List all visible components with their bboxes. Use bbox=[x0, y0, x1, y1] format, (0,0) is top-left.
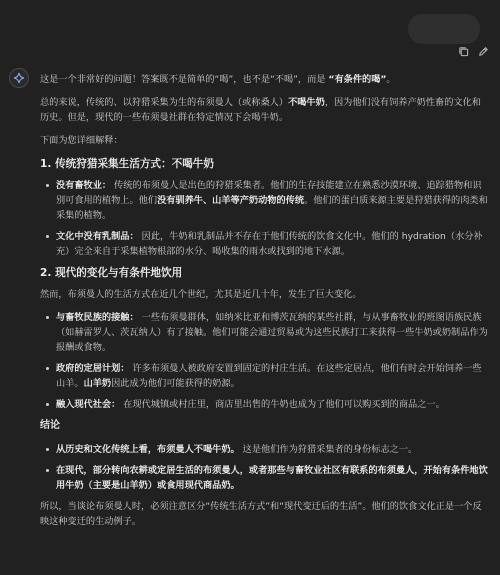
summary-emphasis: 不喝牛奶 bbox=[288, 97, 325, 108]
item-text-end: 。他们的蛋白质来源主要是狩猎获得的肉类和采集的植物。 bbox=[56, 195, 488, 221]
intro-text: 这是一个非常好的问题！答案既不是简单的“喝”，也不是“不喝”，而是 bbox=[40, 74, 329, 85]
item-text: 传统的布须曼人是出色的狩猎采集者。他们的生存技能建立在熟悉沙漠环境、追踪猎物和识别可食用的植物上。他们 bbox=[56, 180, 482, 206]
list-item bbox=[40, 442, 488, 457]
item-label: 政府的定居计划： bbox=[56, 363, 130, 374]
list-item bbox=[40, 463, 488, 493]
item-label: 从历史和文化传统上看，布须曼人不喝牛奶。 bbox=[56, 444, 240, 455]
item-label: 与畜牧民族的接触： bbox=[56, 312, 139, 323]
assistant-logo-icon bbox=[9, 68, 29, 88]
item-text: 这是他们作为狩猎采集者的身份标志之一。 bbox=[239, 444, 418, 455]
item-emphasis: 山羊奶 bbox=[83, 378, 112, 389]
section2-list bbox=[40, 310, 488, 412]
item-label: 文化中没有乳制品： bbox=[56, 231, 139, 242]
item-emphasis: 没有驯养牛、山羊等产奶动物的传统 bbox=[157, 195, 305, 206]
message-actions bbox=[456, 44, 490, 58]
summary-text: 总的来说，传统的、以狩猎采集为生的布须曼人（或称桑人） bbox=[40, 97, 289, 108]
item-label: 没有畜牧业： bbox=[56, 180, 112, 191]
list-item bbox=[40, 229, 488, 259]
conclusion-heading: 结论 bbox=[40, 420, 60, 431]
item-text-end: 因此成为他们可能获得的奶源。 bbox=[111, 378, 240, 389]
conclusion-list bbox=[40, 442, 488, 493]
item-text: 一些布须曼群体，如纳米比亚和博茨瓦纳的某些社群，与从事畜牧业的班图语族民族（如赫雷罗人、茨瓦纳人）有了接触。他们可能会通过贸易或为这些民族打工来获得一些牛奶或奶制品作为报酬或食物。 bbox=[56, 312, 488, 353]
list-item bbox=[40, 310, 488, 355]
item-label: 融入现代社会： bbox=[56, 399, 121, 410]
section2-heading: 2. 现代的变化与有条件地饮用 bbox=[40, 267, 183, 279]
edit-icon[interactable] bbox=[476, 44, 490, 58]
list-item bbox=[40, 178, 488, 223]
section2-intro: 然而，布须曼人的生活方式在近几个世纪，尤其是近几十年，发生了巨大变化。 bbox=[40, 289, 362, 300]
item-text: 因此，牛奶和乳制品并不存在于他们传统的饮食文化中。他们的 hydration（水分补充）完全来自于采集植物根部的水分、喝收集的雨水或找到的地下水源。 bbox=[56, 231, 483, 257]
section1-heading: 1. 传统狩猎采集生活方式：不喝牛奶 bbox=[40, 158, 214, 170]
assistant-message bbox=[40, 72, 488, 537]
list-item bbox=[40, 397, 488, 412]
intro-emphasis: “有条件的喝” bbox=[328, 74, 387, 85]
copy-icon[interactable] bbox=[456, 44, 470, 58]
item-label: 在现代，部分转向农耕或定居生活的布须曼人，或者那些与畜牧业社区有联系的布须曼人，开始有条件地饮用牛奶（主要是山羊奶）或食用现代商品奶。 bbox=[56, 465, 488, 491]
item-text: 在现代城镇或村庄里，商店里出售的牛奶也成为了他们可以购买到的商品之一。 bbox=[120, 399, 445, 410]
item-text: 许多布须曼人被政府安置到固定的村庄生活。在这些定居点，他们有时会开始饲养一些山羊。 bbox=[56, 363, 482, 389]
list-item bbox=[40, 361, 488, 391]
intro-text-end: 。 bbox=[386, 74, 396, 85]
intro-paragraph bbox=[40, 72, 488, 87]
closing-paragraph: 所以，当谈论布须曼人时，必须注意区分“传统生活方式”和“现代变迁后的生活”。他们的饮食文化正是一个反映这种变迁的生动例子。 bbox=[40, 501, 482, 527]
detail-intro: 下面为您详细解释： bbox=[40, 135, 123, 146]
top-bar bbox=[0, 0, 500, 60]
summary-text-end: ，因为他们没有饲养产奶性畜的文化和历史。但是，现代的一些布须曼社群在特定情况下会喝牛奶。 bbox=[40, 97, 481, 123]
section1-list bbox=[40, 178, 488, 259]
user-message-bubble bbox=[408, 14, 480, 44]
summary-paragraph bbox=[40, 95, 488, 125]
